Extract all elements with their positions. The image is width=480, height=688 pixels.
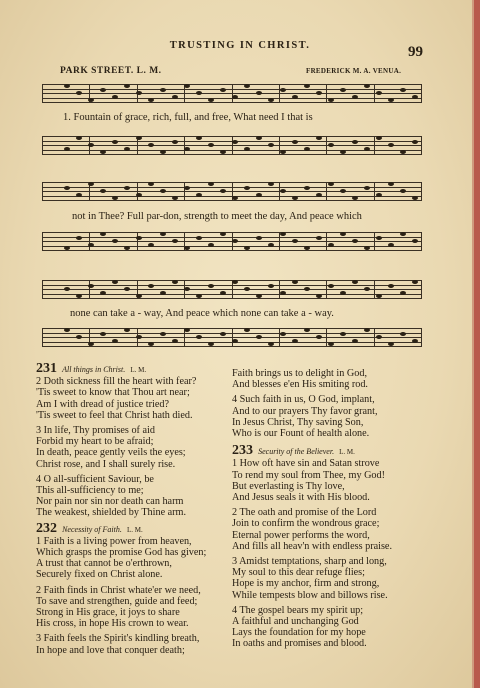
music-lyric-line-2: not in Thee? Full par-don, strength to meet the day, And peace which (72, 211, 362, 222)
verse-line: The weakest, shielded by Thine arm. (36, 507, 187, 519)
verse-line: 4 O all-sufficient Saviour, be (36, 473, 154, 485)
right-column (232, 368, 432, 650)
hymn-233-header (232, 445, 432, 458)
music-staff (42, 328, 422, 348)
verse-line: 4 The gospel bears my spirit up; (232, 604, 364, 616)
hymn-meter: L. M. (130, 366, 147, 374)
verse-line: My soul to this dear refuge flies; (232, 567, 365, 579)
verse-line: To rend my soul from Thee, my God! (232, 469, 386, 481)
verse-line: 3 Amidst temptations, sharp and long, (232, 556, 387, 568)
verse-line: While tempests blow and billows rise. (232, 589, 388, 601)
left-column (36, 363, 236, 656)
verse-line: In oaths and promises and blood. (232, 638, 367, 650)
hymn-subtitle: Necessity of Faith. (62, 524, 122, 534)
hymn-number: 233 (232, 443, 253, 459)
tune-name: PARK STREET. L. M. (60, 66, 162, 76)
verse-line: 1 How oft have sin and Satan strove (232, 458, 380, 470)
verse-line: Who is our Fount of health alone. (232, 428, 370, 440)
music-lyric-line-3: none can take a - way, And peace which none can take a - way. (70, 308, 334, 319)
verse-line: 2 Doth sickness fill the heart with fear? (36, 376, 197, 388)
hymn-232-header (36, 520, 236, 536)
music-staff (42, 84, 422, 104)
verse-line: 3 Faith feels the Spirit's kindling breath, (36, 633, 200, 645)
hymn-number: 231 (36, 361, 57, 376)
verse-line: 4 Such faith in us, O God, implant, (232, 394, 375, 406)
verse-line: A faithful and unchanging God (232, 616, 359, 628)
music-lyric-line-1: 1. Fountain of grace, rich, full, and free, What need I that is (63, 112, 313, 123)
verse-line: But everlasting is Thy love, (232, 480, 345, 492)
hymn-meter: L. M. (126, 525, 143, 534)
page-number: 99 (408, 44, 423, 60)
verse-line: Join to confirm the wondrous grace; (232, 518, 380, 530)
verse-line: Forbid my heart to be afraid; (36, 436, 154, 448)
page-edge (474, 0, 480, 688)
verse-line: A trust that cannot be o'erthrown, (36, 558, 172, 570)
hymn-231-verses (36, 376, 236, 518)
verse-line: Lays the foundation for my hope (232, 627, 366, 639)
verse-line: 'Tis sweet to feel that Christ hath died. (36, 409, 193, 421)
verse-line: Faith brings us to delight in God, (232, 368, 367, 379)
hymn-number: 232 (36, 520, 57, 536)
hymn-232-continuation (232, 368, 432, 439)
verse-line: In hope and love that conquer death; (36, 644, 185, 656)
music-staff (42, 280, 422, 300)
hymn-231-header (36, 363, 236, 376)
verse-line: Am I with dread of justice tried? (36, 398, 169, 410)
music-staff (42, 232, 422, 252)
page-title: TRUSTING IN CHRIST. (169, 40, 311, 51)
verse-line: In Jesus Christ, Thy saving Son, (232, 416, 364, 428)
verse-line: And Jesus seals it with His blood. (232, 492, 370, 504)
verse-line: Securely fixed on Christ alone. (36, 569, 163, 581)
music-staff (42, 182, 422, 202)
composer: FREDERICK M. A. VENUA. (306, 67, 402, 75)
music-staff (42, 136, 422, 156)
verse-line: Nor pain nor sin nor death can harm (36, 496, 184, 508)
verse-line: To save and strengthen, guide and feed; (36, 595, 198, 607)
verse-line: Christ rose, and I shall surely rise. (36, 458, 176, 470)
verse-line: 3 In life, Thy promises of aid (36, 425, 155, 437)
verse-line: And blesses e'en His smiting rod. (232, 379, 368, 391)
page-edge-inner (472, 0, 474, 688)
verse-line: Eternal power performs the word, (232, 529, 370, 541)
hymn-232-verses (36, 536, 236, 656)
verse-line: And to our prayers Thy favor grant, (232, 405, 378, 417)
verse-line: And fills all heav'n with endless praise. (232, 540, 392, 552)
hymn-subtitle: All things in Christ. (62, 365, 126, 374)
verse-line: Which grasps the promise God has given; (36, 547, 207, 559)
verse-line: Strong in His grace, it joys to share (36, 607, 180, 619)
verse-line: This all-sufficiency to me; (36, 485, 144, 497)
verse-line: 'Tis sweet to know that Thou art near; (36, 387, 190, 399)
hymn-meter: L. M. (339, 448, 355, 457)
verse-line: His cross, in hope His crown to wear. (36, 618, 189, 630)
hymn-subtitle: Security of the Believer. (258, 447, 335, 457)
verse-line: 2 The oath and promise of the Lord (232, 507, 377, 519)
hymn-233-verses (232, 458, 432, 649)
verse-line: 1 Faith is a living power from heaven, (36, 535, 192, 547)
verse-line: Hope is my anchor, firm and strong, (232, 578, 380, 590)
verse-line: In death, peace gently veils the eyes; (36, 447, 186, 459)
verse-line: 2 Faith finds in Christ whate'er we need, (36, 584, 201, 596)
